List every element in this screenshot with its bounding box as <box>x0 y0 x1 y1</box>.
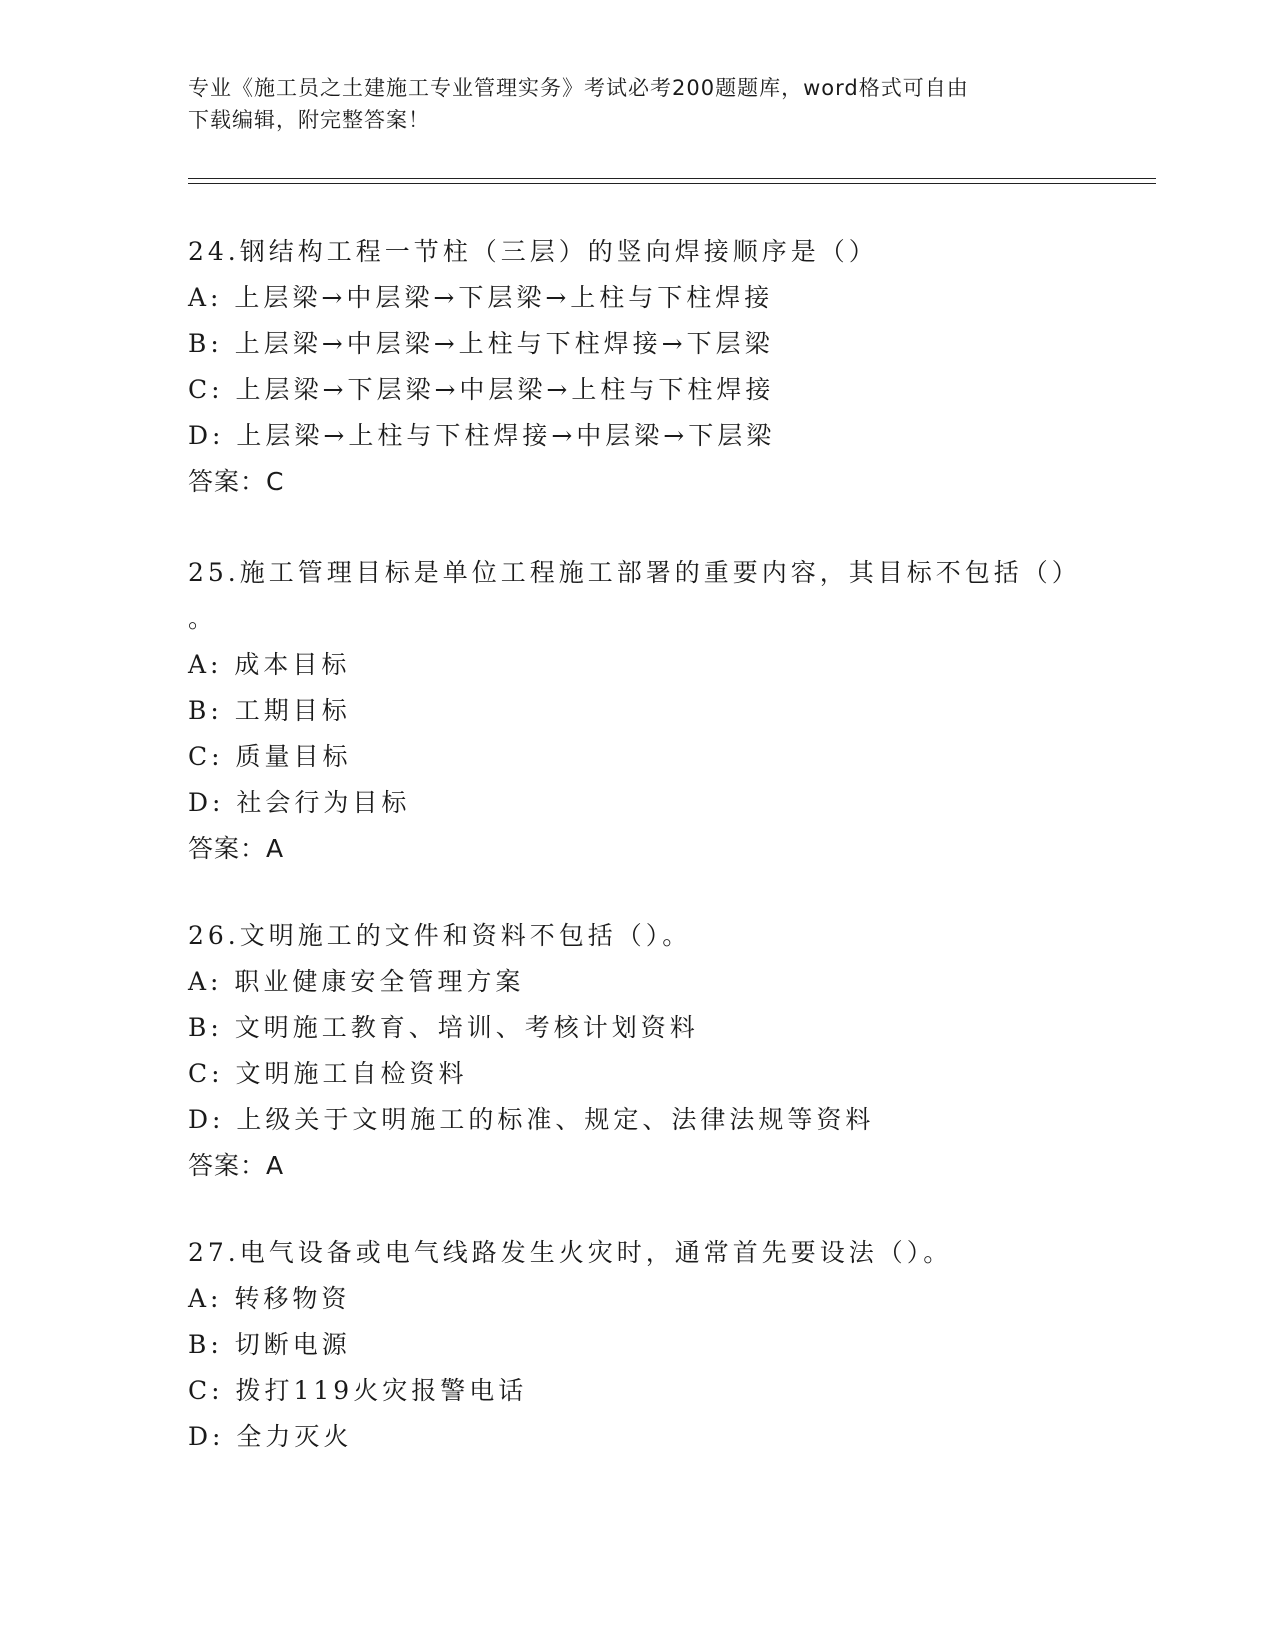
option-a: A: 上层梁→中层梁→下层梁→上柱与下柱焊接 <box>188 283 774 312</box>
option-c: C: 文明施工自检资料 <box>188 1059 468 1088</box>
header-divider-top <box>188 178 1156 179</box>
option-d: D: 上层梁→上柱与下柱焊接→中层梁→下层梁 <box>188 421 776 450</box>
option-a: A: 职业健康安全管理方案 <box>188 967 525 996</box>
option-b: B: 切断电源 <box>188 1330 351 1359</box>
question-stem: 25.施工管理目标是单位工程施工部署的重要内容，其目标不包括（） <box>188 558 1081 587</box>
option-c: C: 拨打119火灾报警电话 <box>188 1376 528 1405</box>
option-d: D: 上级关于文明施工的标准、规定、法律法规等资料 <box>188 1105 875 1134</box>
option-c: C: 上层梁→下层梁→中层梁→上柱与下柱焊接 <box>188 375 775 404</box>
option-a: A: 转移物资 <box>188 1284 351 1313</box>
question-stem: 27.电气设备或电气线路发生火灾时，通常首先要设法（）。 <box>188 1238 953 1267</box>
option-b: B: 文明施工教育、培训、考核计划资料 <box>188 1013 699 1042</box>
option-b: B: 工期目标 <box>188 696 351 725</box>
question-stem: 24.钢结构工程一节柱（三层）的竖向焊接顺序是（） <box>188 237 878 266</box>
question-24 <box>188 229 1088 505</box>
option-a: A: 成本目标 <box>188 650 351 679</box>
document-header <box>188 72 1088 136</box>
answer-line: 答案：C <box>188 467 285 496</box>
question-stem: 26.文明施工的文件和资料不包括（）。 <box>188 921 692 950</box>
header-divider-bottom <box>188 183 1156 184</box>
header-line-2: 下载编辑，附完整答案！ <box>188 108 430 132</box>
option-d: D: 全力灭火 <box>188 1422 353 1451</box>
option-c: C: 质量目标 <box>188 742 352 771</box>
question-27 <box>188 1230 1088 1460</box>
header-line-1: 专业《施工员之土建施工专业管理实务》考试必考200题题库，word格式可自由 <box>188 76 969 100</box>
question-26 <box>188 913 1088 1189</box>
answer-line: 答案：A <box>188 1151 285 1180</box>
option-b: B: 上层梁→中层梁→上柱与下柱焊接→下层梁 <box>188 329 774 358</box>
option-d: D: 社会行为目标 <box>188 788 411 817</box>
answer-line: 答案：A <box>188 834 285 863</box>
question-stem-continuation: 。 <box>188 604 218 633</box>
question-25 <box>188 550 1088 872</box>
